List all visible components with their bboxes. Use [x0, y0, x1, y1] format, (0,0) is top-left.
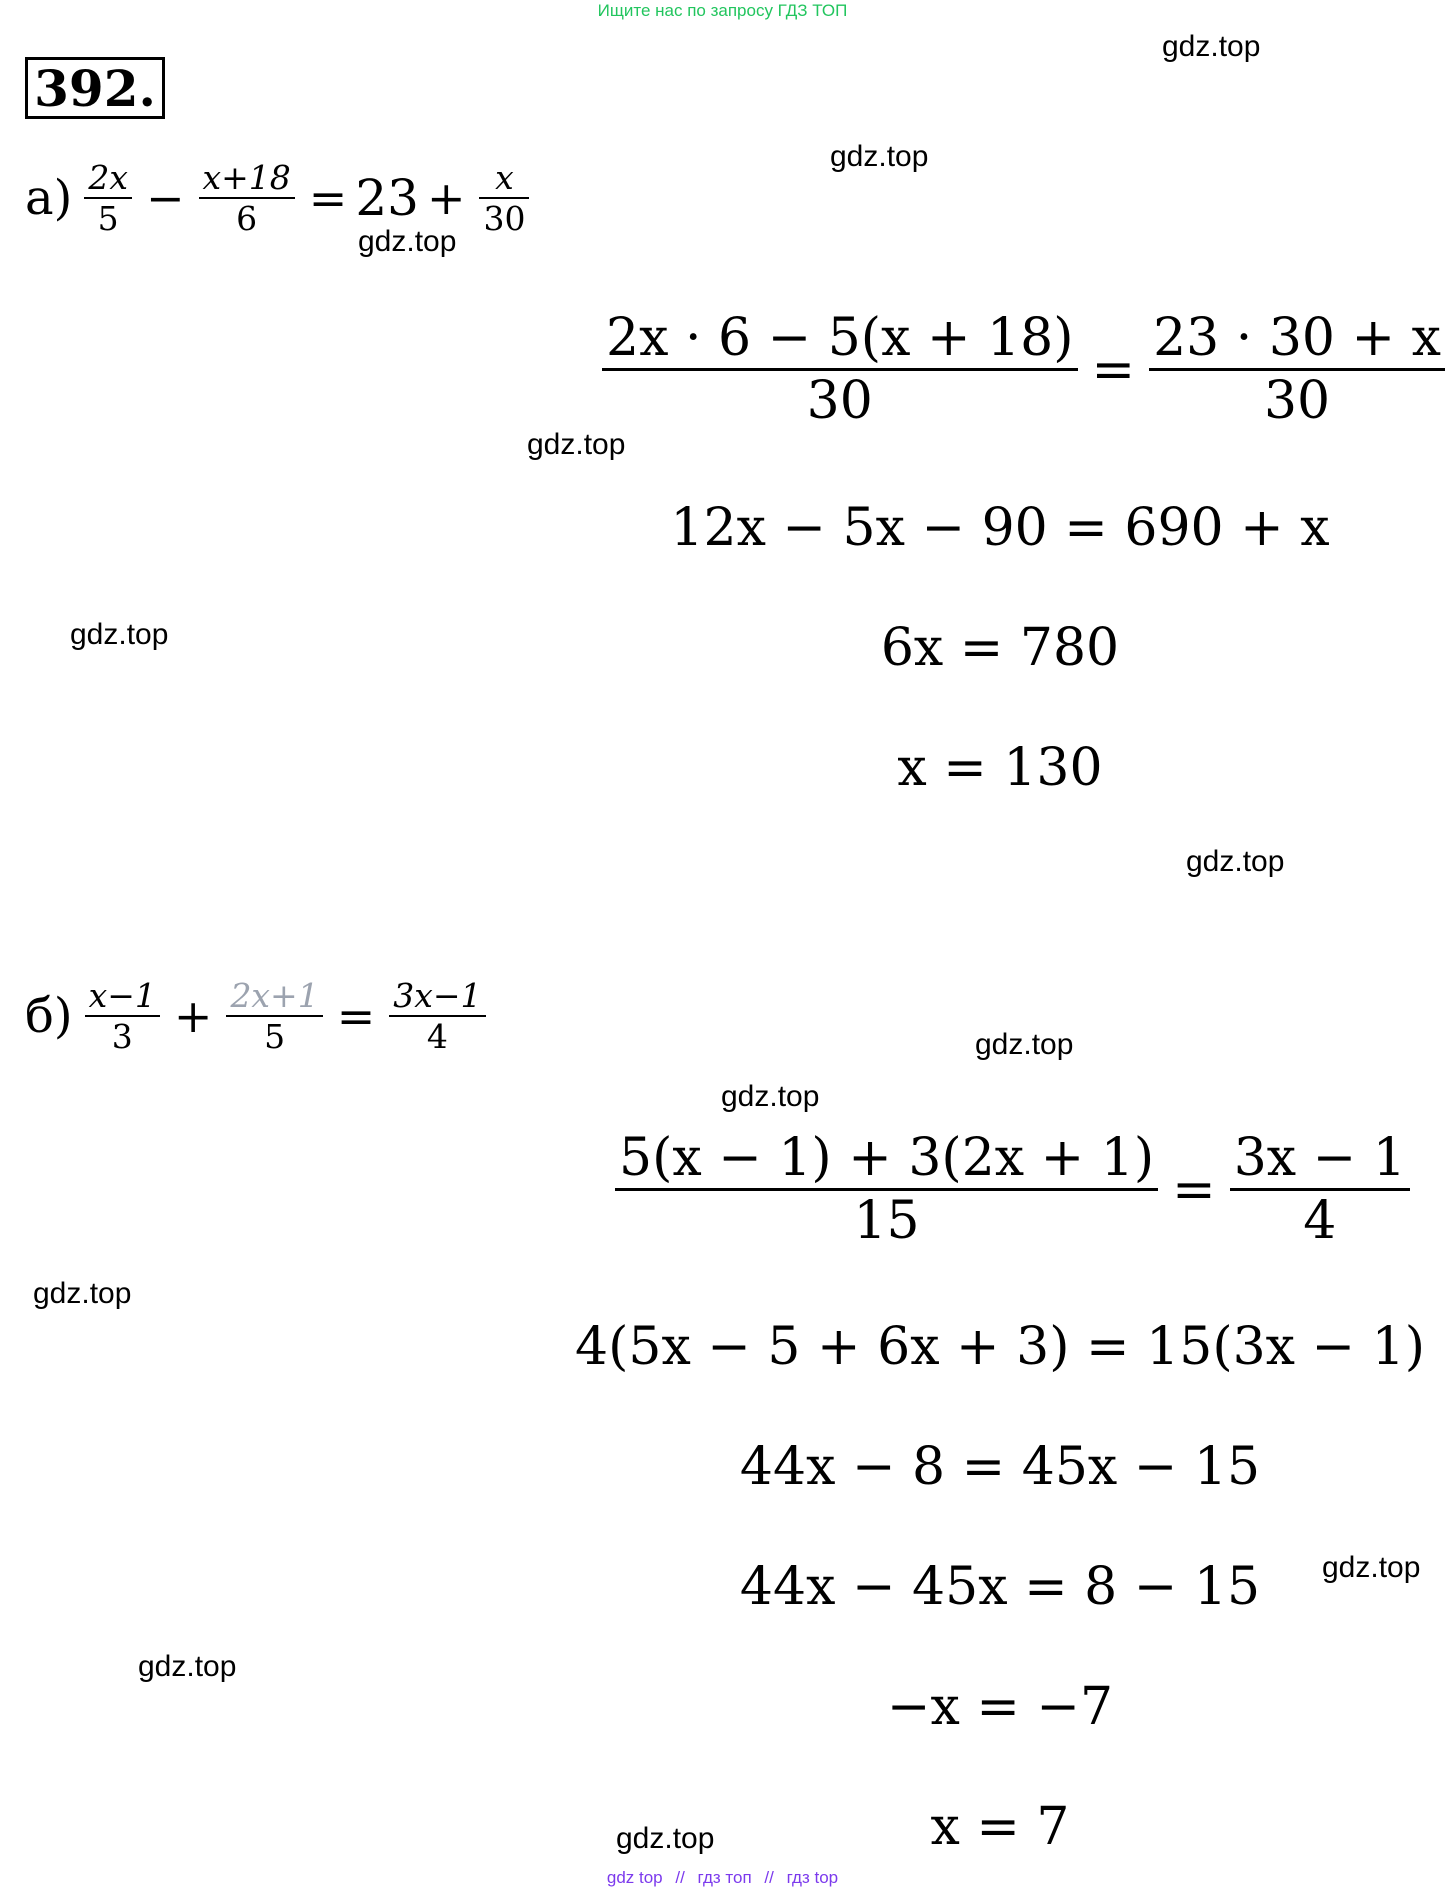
part-a-step-4: x = 130 — [897, 738, 1103, 798]
watermark: gdz.top — [70, 618, 169, 651]
part-b-step-5: −x = −7 — [886, 1677, 1114, 1737]
part-b-step-6: x = 7 — [930, 1797, 1070, 1857]
denominator: 30 — [806, 371, 873, 431]
fraction — [226, 976, 322, 1056]
denominator: 15 — [853, 1191, 920, 1251]
fraction — [199, 158, 295, 238]
footer-separator: // — [764, 1868, 774, 1887]
numerator: 3x−1 — [393, 976, 482, 1015]
watermark: gdz.top — [138, 1650, 237, 1683]
footer-links — [0, 1868, 1445, 1888]
footer-link[interactable]: gdz top — [606, 1868, 663, 1887]
watermark: gdz.top — [527, 428, 626, 461]
footer-link[interactable]: гдз топ — [697, 1868, 752, 1887]
watermark: gdz.top — [1162, 30, 1261, 63]
numerator: 5(x − 1) + 3(2x + 1) — [619, 1128, 1155, 1188]
watermark: gdz.top — [1322, 1551, 1421, 1584]
numerator: x+18 — [202, 158, 291, 197]
denominator: 3 — [111, 1017, 133, 1056]
denominator: 6 — [236, 199, 258, 238]
fraction — [479, 158, 529, 238]
watermark: gdz.top — [1186, 845, 1285, 878]
operator: + — [426, 171, 466, 225]
denominator: 5 — [264, 1017, 286, 1056]
fraction — [1230, 1128, 1410, 1251]
watermark: gdz.top — [721, 1080, 820, 1113]
watermark: gdz.top — [358, 225, 457, 258]
part-a-label: а) — [25, 170, 73, 226]
numerator: 3x − 1 — [1233, 1128, 1406, 1188]
part-a-step-3: 6x = 780 — [880, 618, 1120, 678]
top-banner[interactable]: Ищите нас по запросу ГДЗ ТОП — [597, 1, 848, 20]
operator: = — [336, 989, 376, 1043]
operator: = — [1091, 339, 1136, 400]
numerator: 2x · 6 − 5(x + 18) — [606, 308, 1074, 368]
numerator: x — [495, 158, 514, 197]
watermark: gdz.top — [33, 1277, 132, 1310]
numerator: x−1 — [88, 976, 156, 1015]
denominator: 30 — [483, 199, 526, 238]
operator: + — [173, 989, 213, 1043]
fraction — [84, 158, 132, 238]
footer-link[interactable]: гдз top — [786, 1868, 839, 1887]
watermark: gdz.top — [975, 1028, 1074, 1061]
operator: − — [145, 171, 185, 225]
part-b-given — [25, 976, 492, 1056]
watermark: gdz.top — [830, 140, 929, 173]
numerator: 23 · 30 + x — [1153, 308, 1441, 368]
part-b-label: б) — [25, 988, 73, 1044]
fraction — [85, 976, 160, 1056]
fraction — [615, 1128, 1158, 1251]
part-b-step-3: 44x − 8 = 45x − 15 — [739, 1437, 1261, 1497]
fraction — [602, 308, 1078, 431]
operator: = — [308, 171, 348, 225]
fraction — [389, 976, 485, 1056]
numerator: 2x+1 — [230, 976, 319, 1015]
denominator: 4 — [1303, 1191, 1337, 1251]
operator: = — [1172, 1159, 1216, 1220]
numerator: 2x — [88, 158, 128, 197]
part-b-step-4: 44x − 45x = 8 − 15 — [739, 1557, 1261, 1617]
denominator: 4 — [426, 1017, 448, 1056]
part-a-step-1 — [596, 308, 1445, 431]
watermark: gdz.top — [616, 1822, 715, 1855]
part-b-step-1 — [609, 1128, 1416, 1251]
part-a-given — [25, 158, 535, 238]
problem-number: 392. — [25, 57, 165, 119]
denominator: 30 — [1263, 371, 1331, 431]
part-a-step-2: 12x − 5x − 90 = 690 + x — [670, 498, 1330, 558]
fraction — [1149, 308, 1445, 431]
footer-separator: // — [675, 1868, 685, 1887]
part-b-step-2: 4(5x − 5 + 6x + 3) = 15(3x − 1) — [574, 1317, 1426, 1377]
integer: 23 — [355, 169, 419, 227]
denominator: 5 — [97, 199, 119, 238]
